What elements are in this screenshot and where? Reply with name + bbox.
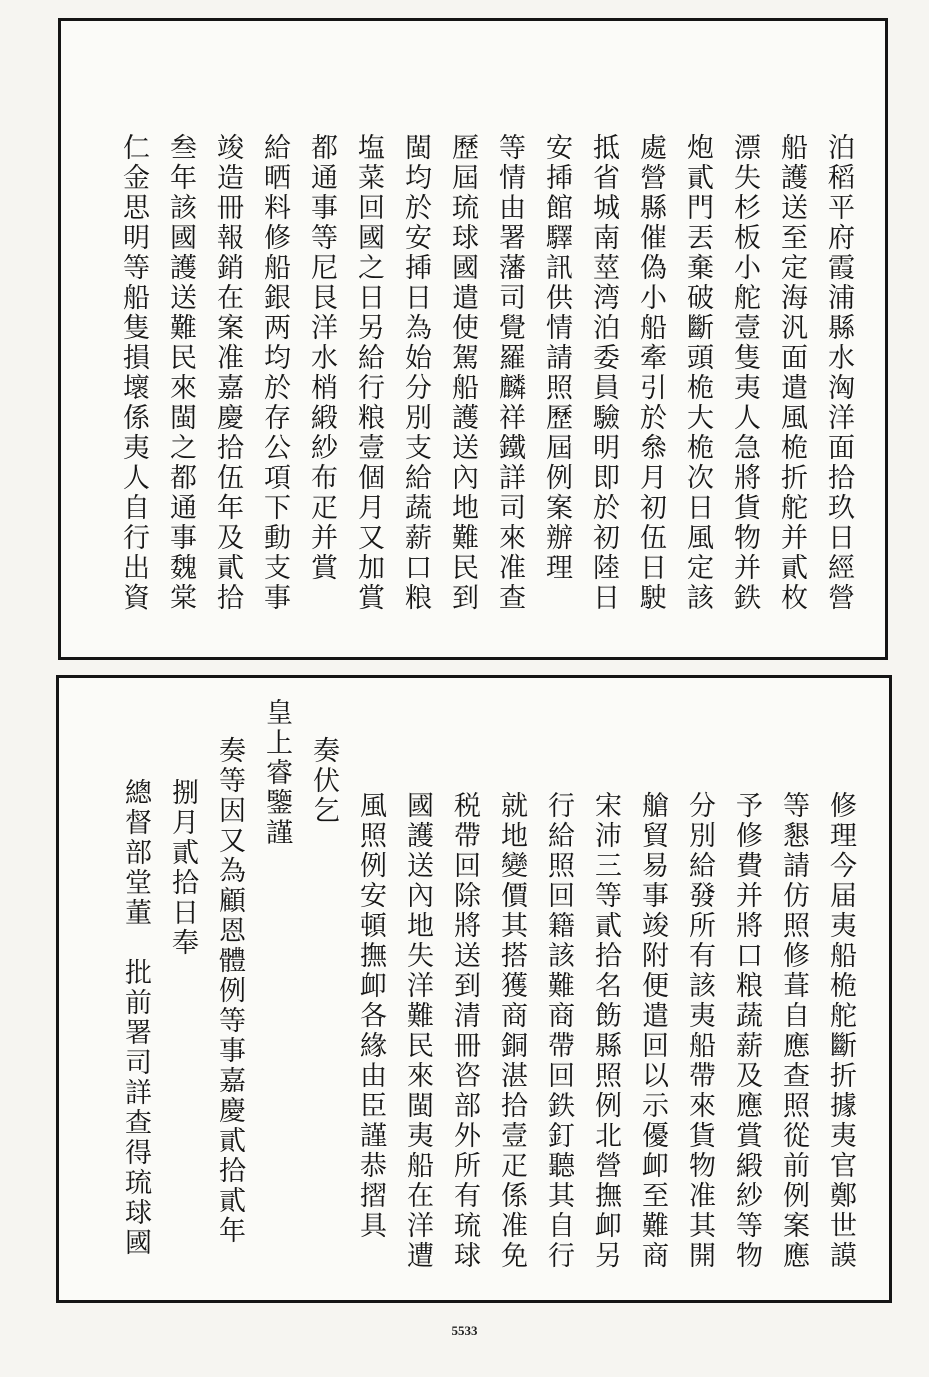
text-column: 仁金思明等船隻損壞係夷人自行出資: [118, 133, 149, 613]
text-column: 艙貿易事竣附便遣回以示優卹至難商: [637, 791, 668, 1271]
text-column: 竣造冊報銷在案准嘉慶拾伍年及貳拾: [212, 133, 243, 613]
text-column: 泊稻平府霞浦縣水洶洋面拾玖日經營: [823, 133, 854, 613]
text-column: 塩菜回國之日另給行粮壹個月又加賞: [353, 133, 384, 613]
text-column: 叁年該國護送難民來閩之都通事魏棠: [165, 133, 196, 613]
text-column: 修理今届夷船桅舵斷折據夷官鄭世謨: [825, 791, 856, 1271]
text-column: 税帶回除將送到清冊咨部外所有琉球: [449, 791, 480, 1271]
text-column: 漂失杉板小舵壹隻夷人急將貨物并鉄: [729, 133, 760, 613]
text-column: 都通事等尼艮洋水梢緞紗布疋并賞: [306, 133, 337, 583]
text-column: 分別給發所有該夷船帶來貨物准其開: [684, 791, 715, 1271]
text-column: 炮貳門丟棄破斷頭桅大桅次日風定該: [682, 133, 713, 613]
text-column: 予修費并將口粮蔬薪及應賞緞紗等物: [731, 791, 762, 1271]
text-column: 就地變價其搭獲商銅湛拾壹疋係准免: [496, 791, 527, 1271]
text-column: 奏等因又為顧恩體例等事嘉慶貳拾貳年: [214, 736, 245, 1246]
text-column: 歷屆琉球國遣使駕船護送內地難民到: [447, 133, 478, 613]
bottom-text-panel: [56, 675, 892, 1303]
text-column: 總督部堂董 批前署司詳查得琉球國: [120, 778, 151, 1258]
text-column: 行給照回籍該難商帶回鉄釘聽其自行: [543, 791, 574, 1271]
text-column: 給晒料修船銀两均於存公項下動支事: [259, 133, 290, 613]
top-text-panel: [58, 18, 888, 660]
text-column: 皇上睿鑒謹: [261, 698, 292, 848]
text-column: 安揷館驛訊供情請照歷屆例案辦理: [541, 133, 572, 583]
text-column: 閩均於安揷日為始分別支給蔬薪口粮: [400, 133, 431, 613]
text-column: 船護送至定海汎面遣風桅折舵并貳枚: [776, 133, 807, 613]
text-column: 處營縣催偽小船牽引於叅月初伍日駛: [635, 133, 666, 613]
text-column: 抵省城南莖湾泊委員驗明即於初陸日: [588, 133, 619, 613]
text-column: 宋沛三等貳拾名飭縣照例北營撫卹另: [590, 791, 621, 1271]
text-column: 風照例安頓撫卹各緣由臣謹恭摺具: [355, 791, 386, 1241]
text-column: 國護送內地失洋難民來閩夷船在洋遭: [402, 791, 433, 1271]
page-number: 5533: [451, 1323, 478, 1338]
text-column: 等情由署藩司覺羅麟祥鐵詳司來准查: [494, 133, 525, 613]
text-column: 捌月貳拾日奉: [167, 778, 198, 958]
text-column: 等懇請仿照修葺自應查照從前例案應: [778, 791, 809, 1271]
text-column: 奏伏乞: [308, 736, 339, 826]
